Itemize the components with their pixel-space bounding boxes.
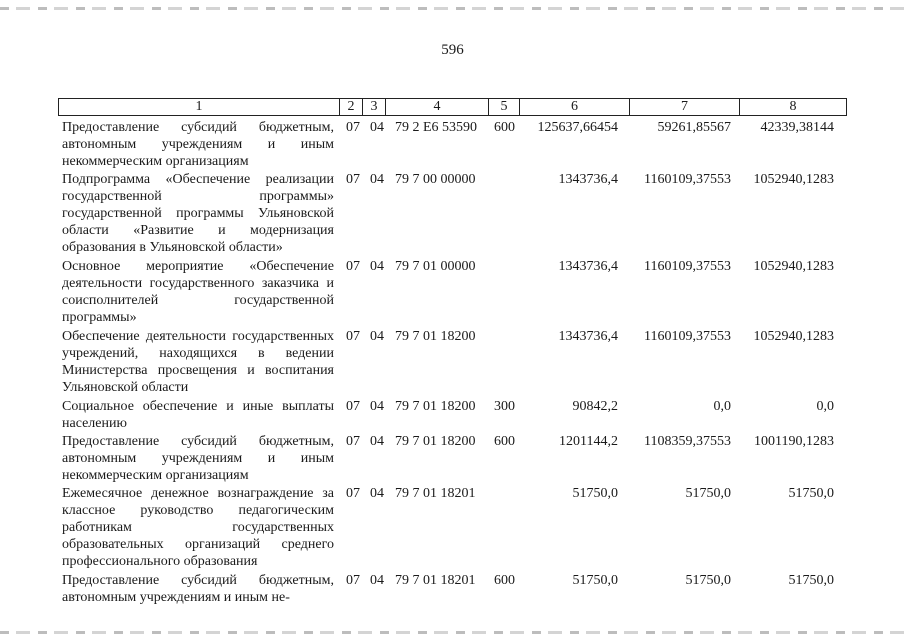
row-description: Предоставление субсидий бюджетным, автономным учреждениям и иным не-	[62, 573, 334, 605]
row-target-code: 79 7 01 18201	[395, 573, 476, 588]
row-section: 07	[346, 120, 360, 135]
row-subsection: 04	[370, 120, 384, 135]
row-target-code: 79 7 00 00000	[395, 172, 476, 187]
row-value-col7: 51750,0	[685, 486, 731, 501]
header-col-6: 6	[519, 99, 629, 115]
row-value-col7: 0,0	[713, 399, 731, 414]
row-subsection: 04	[370, 573, 384, 588]
row-value-col7: 1160109,37553	[644, 259, 731, 274]
row-value-col6: 90842,2	[572, 399, 618, 414]
header-col-4: 4	[385, 99, 488, 115]
row-value-col8: 51750,0	[788, 573, 834, 588]
row-value-col6: 51750,0	[572, 486, 618, 501]
row-target-code: 79 7 01 00000	[395, 259, 476, 274]
row-section: 07	[346, 486, 360, 501]
row-description: Обеспечение деятельности государственных учреждений, находящихся в ведении Министерства просвещения и воспитания Ульяновской области	[62, 329, 334, 395]
header-col-2: 2	[339, 99, 362, 115]
row-value-col6: 1343736,4	[558, 259, 618, 274]
row-description: Предоставление субсидий бюджетным, автономным учреждениям и иным некоммерческим организациям	[62, 120, 334, 169]
row-value-col8: 51750,0	[788, 486, 834, 501]
row-subsection: 04	[370, 399, 384, 414]
row-expense-type: 300	[494, 399, 515, 414]
header-col-3: 3	[362, 99, 385, 115]
row-subsection: 04	[370, 172, 384, 187]
row-section: 07	[346, 329, 360, 344]
row-value-col7: 1108359,37553	[644, 434, 731, 449]
row-section: 07	[346, 172, 360, 187]
row-expense-type: 600	[494, 434, 515, 449]
row-description: Ежемесячное денежное вознаграждение за классное руководство педагогическим работникам государственных образовательных организаций среднего профессионального образования	[62, 486, 334, 569]
row-expense-type: 600	[494, 120, 515, 135]
row-value-col6: 1343736,4	[558, 172, 618, 187]
row-value-col6: 51750,0	[572, 573, 618, 588]
row-value-col6: 1201144,2	[559, 434, 618, 449]
header-col-5: 5	[488, 99, 519, 115]
row-value-col7: 59261,85567	[657, 120, 731, 135]
row-value-col8: 1052940,1283	[753, 259, 834, 274]
row-subsection: 04	[370, 259, 384, 274]
row-value-col7: 1160109,37553	[644, 329, 731, 344]
row-target-code: 79 7 01 18200	[395, 399, 476, 414]
row-expense-type: 600	[494, 573, 515, 588]
row-section: 07	[346, 399, 360, 414]
scan-edge-bottom	[0, 631, 905, 634]
scan-edge-top	[0, 7, 905, 10]
row-section: 07	[346, 434, 360, 449]
header-col-8: 8	[739, 99, 846, 115]
row-value-col7: 51750,0	[685, 573, 731, 588]
row-section: 07	[346, 259, 360, 274]
row-description: Подпрограмма «Обеспечение реализации государственной программы» государственной программы Ульяновской области «Развитие и модернизация образования в Ульяновской области»	[62, 172, 334, 255]
row-value-col8: 42339,38144	[760, 120, 834, 135]
row-value-col6: 1343736,4	[558, 329, 618, 344]
row-value-col8: 1052940,1283	[753, 329, 834, 344]
header-col-7: 7	[629, 99, 739, 115]
row-target-code: 79 7 01 18200	[395, 329, 476, 344]
row-section: 07	[346, 573, 360, 588]
row-subsection: 04	[370, 486, 384, 501]
row-value-col7: 1160109,37553	[644, 172, 731, 187]
row-target-code: 79 2 Е6 53590	[395, 120, 478, 135]
row-subsection: 04	[370, 329, 384, 344]
row-description: Основное мероприятие «Обеспечение деятельности государственного заказчика и соисполнителей государственной программы»	[62, 259, 334, 325]
header-col-1: 1	[195, 99, 203, 114]
row-value-col6: 125637,66454	[537, 120, 618, 135]
row-description: Предоставление субсидий бюджетным, автономным учреждениям и иным некоммерческим организациям	[62, 434, 334, 483]
row-target-code: 79 7 01 18200	[395, 434, 476, 449]
row-subsection: 04	[370, 434, 384, 449]
page-number: 596	[441, 42, 464, 58]
table-header	[58, 98, 847, 116]
row-target-code: 79 7 01 18201	[395, 486, 476, 501]
row-description: Социальное обеспечение и иные выплаты населению	[62, 399, 334, 431]
row-value-col8: 1001190,1283	[754, 434, 834, 449]
row-value-col8: 1052940,1283	[753, 172, 834, 187]
row-value-col8: 0,0	[816, 399, 834, 414]
